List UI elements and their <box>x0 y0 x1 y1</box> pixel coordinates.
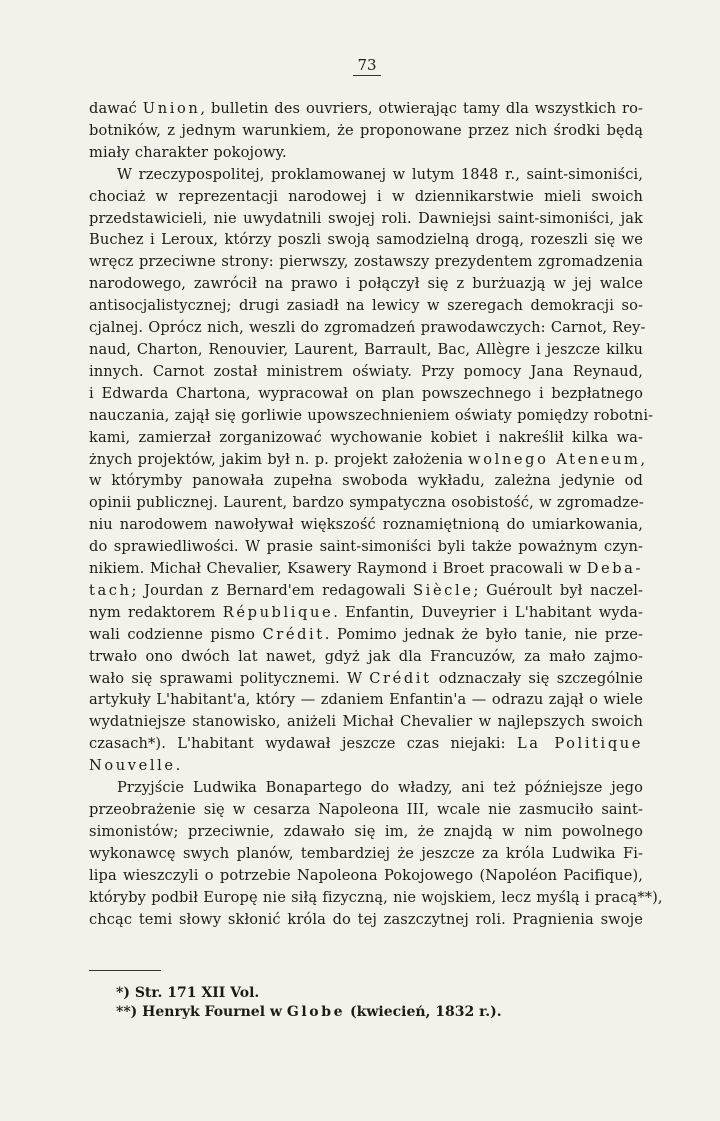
text-line: chcąc temi słowy skłonić króla do tej zaszczytnej roli. Pragnienia swoje <box>89 910 643 928</box>
text-line: cjalnej. Oprócz nich, weszli do zgromadzeń prawodawczych: Carnot, Rey- <box>89 319 646 337</box>
text-line: nauczania, zajął się gorliwie upowszechnieniem oświaty pomiędzy robotni- <box>89 406 654 424</box>
text-line: artykuły L'habitant'a, który — zdaniem Enfantin'a — odrazu zajął o wiele <box>89 691 643 709</box>
text-line: simonistów; przeciwnie, zdawało się im, że znajdą w nim powolnego <box>89 822 643 840</box>
text-line: tach; Jourdan z Bernard'em redagowali Siècle; Guéroult był naczel- <box>89 581 643 599</box>
text-line: przeobrażenie się w cesarza Napoleona III, wcale nie zasmuciło saint- <box>89 801 643 818</box>
text-line: narodowego, zawrócił na prawo i połączył się z burżuazją w jej walce <box>89 275 643 293</box>
text-line: wręcz przeciwne strony: pierwszy, zostawszy prezydentem zgromadzenia <box>89 253 643 271</box>
text-line: wydatniejsze stanowisko, aniżeli Michał Chevalier w najlepszych swoich <box>89 713 643 731</box>
text-line: wykonawcę swych planów, tembardziej że jeszcze za króla Ludwika Fi- <box>89 844 643 862</box>
footnote-divider <box>89 970 161 971</box>
text-line: przedstawicieli, nie uwydatnili swojej roli. Dawniejsi saint-simoniści, jak <box>89 209 643 227</box>
text-line: trwało ono dwóch lat nawet, gdyż jak dla Francuzów, za mało zajmo- <box>89 647 643 665</box>
text-line: Buchez i Leroux, którzy poszli swoją samodzielną drogą, rozeszli się we <box>89 231 643 249</box>
text-line: dawać Union, bulletin des ouvriers, otwierając tamy dla wszystkich ro- <box>89 100 643 117</box>
text-line: wało się sprawami politycznemi. W Crédit odznaczały się szczególnie <box>89 669 643 687</box>
text-line: lipa wieszczyli o potrzebie Napoleona Pokojowego (Napoléon Pacifique), <box>89 866 643 884</box>
text-line: antisocjalistycznej; drugi zasiadł na lewicy w szeregach demokracji so- <box>89 297 643 315</box>
text-line: w którymby panowała zupełna swoboda wykładu, zależna jedynie od <box>89 472 643 490</box>
text-line: botników, z jednym warunkiem, że proponowane przez nich środki będą <box>89 121 643 139</box>
text-line: Przyjście Ludwika Bonapartego do władzy, ani też późniejsze jego <box>117 779 643 797</box>
text-line: któryby podbił Europę nie siłą fizyczną, nie wojskiem, lecz myślą i pracą**), <box>89 888 663 906</box>
text-line: wali codzienne pismo Crédit. Pomimo jednak że było tanie, nie prze- <box>89 625 643 643</box>
footnote: *) Str. 171 XII Vol. <box>116 985 260 1001</box>
text-line: żnych projektów, jakim był n. p. projekt założenia wolnego Ateneum, <box>89 450 646 468</box>
text-line: czasach*). L'habitant wydawał jeszcze czas niejaki: La Politique <box>89 735 644 753</box>
text-line: nym redaktorem République. Enfantin, Duveyrier i L'habitant wyda- <box>89 603 643 621</box>
footnotes <box>116 984 502 1022</box>
body-text <box>89 98 663 930</box>
text-line: W rzeczypospolitej, proklamowanej w lutym 1848 r., saint-simoniści, <box>117 165 643 183</box>
text-line: Nouvelle. <box>89 757 183 775</box>
text-line: niu narodowem nawoływał większość roznamiętnioną do umiarkowania, <box>89 516 643 534</box>
text-line: innych. Carnot został ministrem oświaty. Przy pomocy Jana Reynaud, <box>89 362 643 380</box>
text-line: opinii publicznej. Laurent, bardzo sympatyczna osobistość, w zgromadze- <box>89 494 644 512</box>
text-line: nikiem. Michał Chevalier, Ksawery Raymond i Broet pracowali w Deba- <box>89 560 643 578</box>
footnote: **) Henryk Fournel w Globe (kwiecień, 1832 r.). <box>116 1004 502 1020</box>
text-line: kami, zamierzał zorganizować wychowanie kobiet i nakreślił kilka wa- <box>89 428 643 446</box>
text-line: miały charakter pokojowy. <box>89 143 287 161</box>
text-line: chociaż w reprezentacji narodowej i w dziennikarstwie mieli swoich <box>89 187 643 205</box>
page-number: 73 <box>0 56 720 76</box>
text-line: do sprawiedliwości. W prasie saint-simoniści byli także poważnym czyn- <box>89 538 643 556</box>
text-line: i Edwarda Chartona, wypracował on plan powszechnego i bezpłatnego <box>89 384 643 402</box>
text-line: naud, Charton, Renouvier, Laurent, Barrault, Bac, Allègre i jeszcze kilku <box>89 340 643 358</box>
